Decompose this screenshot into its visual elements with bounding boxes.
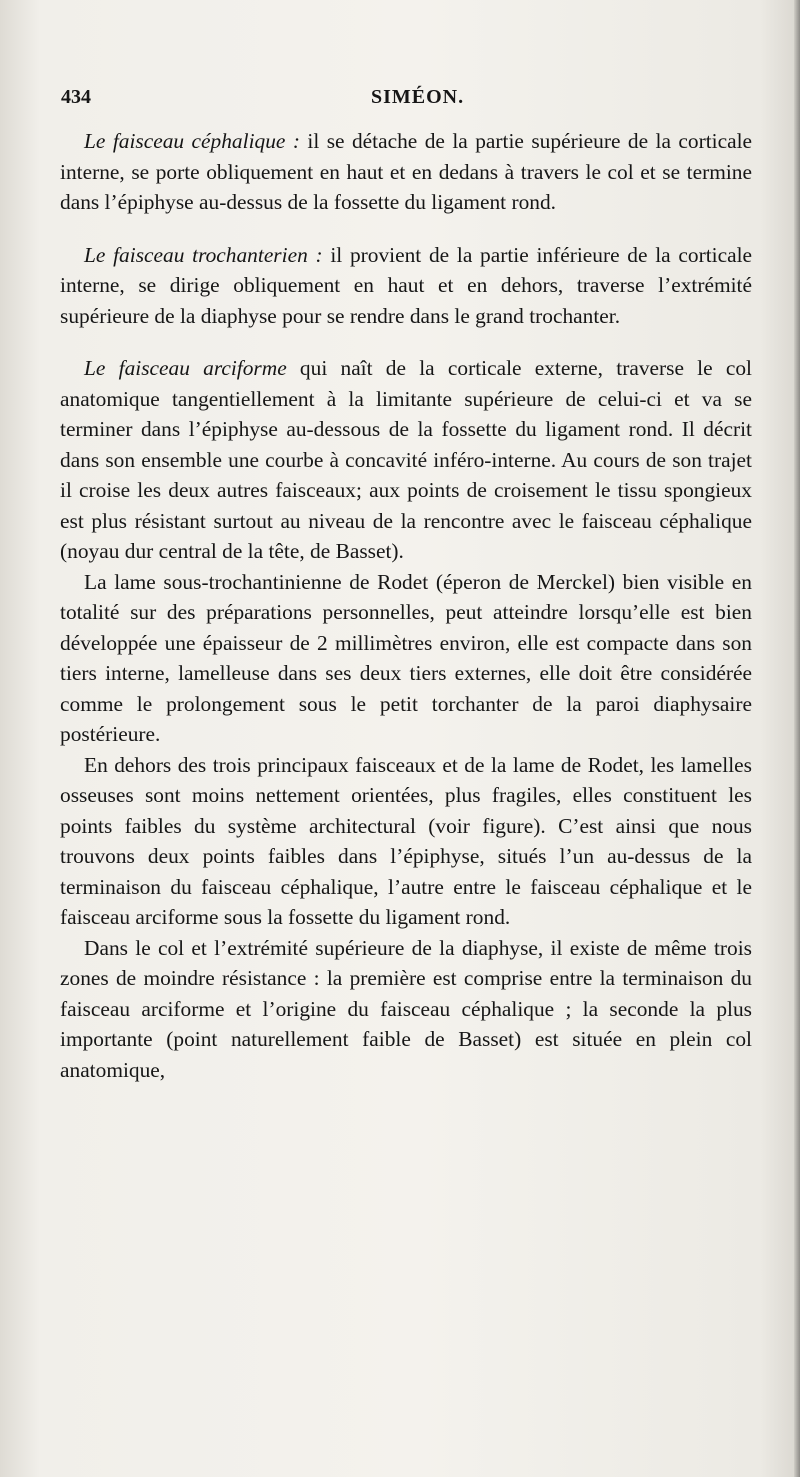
paragraph-text: La lame sous-trochantinienne de Rodet (éperon de Merckel) bien visible en totalité sur des préparations personnelles, peut atteindre lorsqu’elle est bien développée une épaisseur de 2 millimètres environ, elle est compacte dans son tiers interne, lamelleuse dans ses deux tiers externes, elle doit être considérée comme le prolongement sous le petit torchanter de la paroi diaphysaire postérieure. [60,569,752,746]
paragraph-text: il se détache de la partie supérieure de la corticale interne, se porte obliquement en haut et en dedans à travers le col et se termine dans l’épiphyse au-dessus de la fossette du ligament rond. [60,129,753,214]
paragraph-faisceau-arciforme [60,353,752,567]
paragraph-text: Dans le col et l’extrémité supérieure de la diaphyse, il existe de même trois zones de moindre résistance : la première est comprise entre la terminaison du faisceau arciforme et l’origine du faisceau céphalique ; la seconde la plus importante (point naturellement faible de Basset) est située en plein col anatomique, [60,935,752,1082]
page-header [61,86,751,116]
paragraph-zones-moindre-resistance [60,933,752,1086]
paragraph-lead: Le faisceau trochanterien : [84,242,323,267]
paragraph-faisceau-trochanterien [60,240,752,332]
paragraph-lead: Le faisceau céphalique : [84,129,300,153]
body-text [60,126,752,1085]
paragraph-text: En dehors des trois principaux faisceaux et de la lame de Rodet, les lamelles osseuses sont moins nettement orientées, plus fragiles, elles constituent les points faibles du système architectural (voir figure). C’est ainsi que nous trouvons deux points faibles dans l’épiphyse, situés l’un au-dessus de la terminaison du faisceau céphalique, l’autre entre le faisceau céphalique et le faisceau arciforme sous la fossette du ligament rond. [60,752,752,929]
paragraph-lame-rodet [60,567,752,750]
paragraph-lead: Le faisceau arciforme [84,356,287,380]
paragraph-text: qui naît de la corticale externe, traverse le col anatomique tangentiellement à la limitante supérieure de celui-ci et va se terminer dans l’épiphyse au-dessous de la fossette du ligament rond. Il décrit dans son ensemble une courbe à concavité inféro-interne. Au cours de son trajet il croise les deux autres faisceaux; aux points de croisement le tissu spongieux est plus résistant surtout au niveau de la rencontre avec le faisceau céphalique (noyau dur central de la tête, de Basset). [60,356,752,563]
paragraph-text: il provient de la partie inférieure de la corticale interne, se dirige obliquement en haut et en dehors, traverse l’extrémité supérieure de la diaphyse pour se rendre dans le grand trochanter. [60,242,753,328]
page-number: 434 [61,86,91,108]
page-edge-shadow [794,0,800,1477]
running-head: SIMÉON. [371,86,465,108]
paragraph-faisceau-cephalique [60,126,752,218]
paragraph-points-faibles [60,750,752,933]
